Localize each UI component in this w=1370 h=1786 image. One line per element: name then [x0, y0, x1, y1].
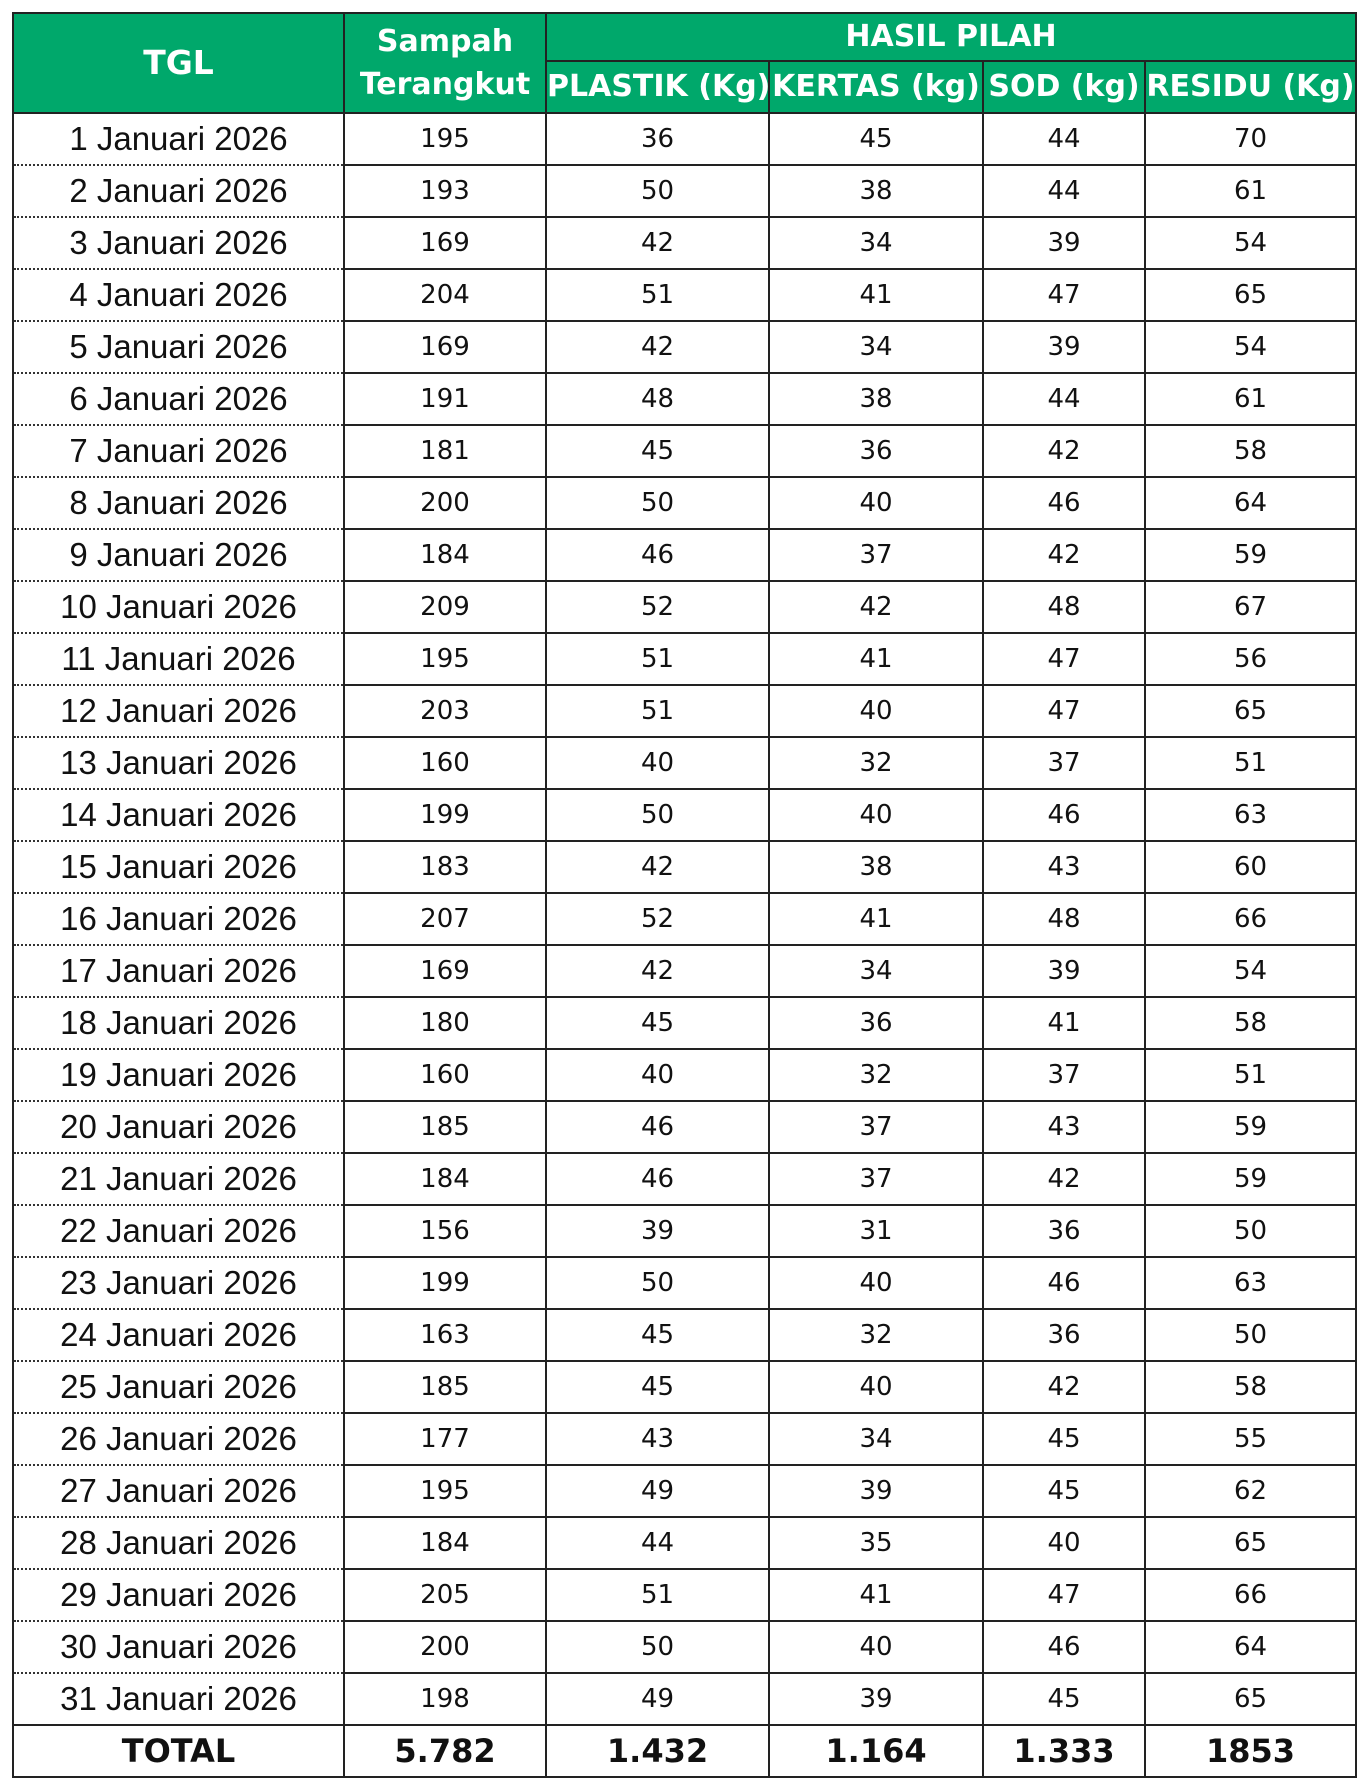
cell-residu: 58 — [1145, 997, 1356, 1049]
header-kertas: KERTAS (kg) — [769, 61, 983, 113]
cell-sampah: 209 — [344, 581, 546, 633]
cell-sod: 37 — [983, 1049, 1145, 1101]
waste-sorting-table — [12, 12, 1357, 1778]
cell-tgl: 14 Januari 2026 — [13, 789, 344, 841]
cell-plastik: 52 — [546, 581, 769, 633]
table-row — [13, 1673, 1356, 1725]
cell-plastik: 45 — [546, 997, 769, 1049]
table-row — [13, 1257, 1356, 1309]
cell-tgl: 1 Januari 2026 — [13, 113, 344, 165]
cell-sampah: 193 — [344, 165, 546, 217]
table-row — [13, 425, 1356, 477]
table-row — [13, 1569, 1356, 1621]
cell-sod: 37 — [983, 737, 1145, 789]
cell-residu: 60 — [1145, 841, 1356, 893]
cell-sod: 41 — [983, 997, 1145, 1049]
cell-residu: 55 — [1145, 1413, 1356, 1465]
cell-kertas: 34 — [769, 1413, 983, 1465]
table-row — [13, 529, 1356, 581]
table-row — [13, 1361, 1356, 1413]
total-label: TOTAL — [13, 1725, 344, 1777]
cell-plastik: 40 — [546, 737, 769, 789]
cell-sod: 42 — [983, 425, 1145, 477]
cell-kertas: 34 — [769, 217, 983, 269]
cell-sod: 44 — [983, 373, 1145, 425]
table-row — [13, 1205, 1356, 1257]
header-tgl: TGL — [13, 13, 344, 113]
table-row — [13, 477, 1356, 529]
cell-tgl: 24 Januari 2026 — [13, 1309, 344, 1361]
cell-sampah: 163 — [344, 1309, 546, 1361]
total-sod: 1.333 — [983, 1725, 1145, 1777]
cell-sampah: 184 — [344, 1153, 546, 1205]
cell-plastik: 50 — [546, 477, 769, 529]
cell-residu: 59 — [1145, 1153, 1356, 1205]
cell-plastik: 49 — [546, 1465, 769, 1517]
cell-kertas: 32 — [769, 1049, 983, 1101]
cell-residu: 62 — [1145, 1465, 1356, 1517]
table-row — [13, 373, 1356, 425]
cell-residu: 58 — [1145, 1361, 1356, 1413]
cell-residu: 65 — [1145, 685, 1356, 737]
cell-sod: 39 — [983, 217, 1145, 269]
cell-plastik: 50 — [546, 1621, 769, 1673]
cell-residu: 61 — [1145, 165, 1356, 217]
cell-tgl: 12 Januari 2026 — [13, 685, 344, 737]
cell-residu: 54 — [1145, 321, 1356, 373]
cell-kertas: 41 — [769, 269, 983, 321]
cell-plastik: 36 — [546, 113, 769, 165]
cell-residu: 66 — [1145, 1569, 1356, 1621]
header-plastik: PLASTIK (Kg) — [546, 61, 769, 113]
table-row — [13, 1153, 1356, 1205]
cell-tgl: 20 Januari 2026 — [13, 1101, 344, 1153]
cell-residu: 54 — [1145, 945, 1356, 997]
cell-sampah: 207 — [344, 893, 546, 945]
cell-kertas: 45 — [769, 113, 983, 165]
cell-sod: 40 — [983, 1517, 1145, 1569]
cell-tgl: 29 Januari 2026 — [13, 1569, 344, 1621]
total-row — [13, 1725, 1356, 1777]
cell-sod: 47 — [983, 1569, 1145, 1621]
cell-plastik: 46 — [546, 1101, 769, 1153]
cell-plastik: 39 — [546, 1205, 769, 1257]
table-row — [13, 1465, 1356, 1517]
cell-sod: 48 — [983, 893, 1145, 945]
cell-tgl: 5 Januari 2026 — [13, 321, 344, 373]
cell-plastik: 46 — [546, 1153, 769, 1205]
table-row — [13, 1621, 1356, 1673]
cell-plastik: 42 — [546, 841, 769, 893]
cell-sampah: 180 — [344, 997, 546, 1049]
cell-plastik: 44 — [546, 1517, 769, 1569]
total-residu: 1853 — [1145, 1725, 1356, 1777]
cell-plastik: 48 — [546, 373, 769, 425]
cell-plastik: 50 — [546, 165, 769, 217]
cell-kertas: 35 — [769, 1517, 983, 1569]
cell-sod: 47 — [983, 633, 1145, 685]
cell-kertas: 40 — [769, 789, 983, 841]
table-body — [13, 113, 1356, 1725]
cell-kertas: 37 — [769, 1101, 983, 1153]
cell-kertas: 31 — [769, 1205, 983, 1257]
header-sod: SOD (kg) — [983, 61, 1145, 113]
header-sampah-terangkut — [344, 13, 546, 113]
cell-tgl: 15 Januari 2026 — [13, 841, 344, 893]
cell-residu: 64 — [1145, 477, 1356, 529]
cell-plastik: 43 — [546, 1413, 769, 1465]
cell-tgl: 8 Januari 2026 — [13, 477, 344, 529]
cell-sampah: 198 — [344, 1673, 546, 1725]
cell-residu: 50 — [1145, 1205, 1356, 1257]
cell-plastik: 45 — [546, 425, 769, 477]
cell-plastik: 52 — [546, 893, 769, 945]
cell-plastik: 51 — [546, 685, 769, 737]
cell-tgl: 11 Januari 2026 — [13, 633, 344, 685]
cell-sampah: 200 — [344, 477, 546, 529]
table-row — [13, 1049, 1356, 1101]
table-row — [13, 581, 1356, 633]
cell-tgl: 6 Januari 2026 — [13, 373, 344, 425]
total-plastik: 1.432 — [546, 1725, 769, 1777]
cell-plastik: 51 — [546, 269, 769, 321]
cell-kertas: 40 — [769, 1361, 983, 1413]
cell-kertas: 37 — [769, 1153, 983, 1205]
cell-kertas: 41 — [769, 633, 983, 685]
table-row — [13, 789, 1356, 841]
cell-plastik: 42 — [546, 217, 769, 269]
header-residu: RESIDU (Kg) — [1145, 61, 1356, 113]
cell-tgl: 31 Januari 2026 — [13, 1673, 344, 1725]
cell-kertas: 38 — [769, 373, 983, 425]
cell-kertas: 41 — [769, 893, 983, 945]
cell-sod: 47 — [983, 269, 1145, 321]
cell-sod: 45 — [983, 1465, 1145, 1517]
cell-residu: 58 — [1145, 425, 1356, 477]
cell-sod: 42 — [983, 1153, 1145, 1205]
cell-residu: 67 — [1145, 581, 1356, 633]
cell-kertas: 41 — [769, 1569, 983, 1621]
cell-sod: 44 — [983, 165, 1145, 217]
table-row — [13, 997, 1356, 1049]
cell-sod: 43 — [983, 1101, 1145, 1153]
table-row — [13, 1413, 1356, 1465]
cell-residu: 65 — [1145, 1517, 1356, 1569]
header-hasil-pilah: HASIL PILAH — [546, 13, 1356, 61]
table-row — [13, 217, 1356, 269]
cell-tgl: 30 Januari 2026 — [13, 1621, 344, 1673]
cell-residu: 59 — [1145, 529, 1356, 581]
cell-plastik: 46 — [546, 529, 769, 581]
cell-residu: 66 — [1145, 893, 1356, 945]
cell-sod: 44 — [983, 113, 1145, 165]
table-row — [13, 737, 1356, 789]
cell-residu: 61 — [1145, 373, 1356, 425]
cell-plastik: 45 — [546, 1361, 769, 1413]
cell-plastik: 51 — [546, 633, 769, 685]
cell-plastik: 42 — [546, 321, 769, 373]
cell-sod: 48 — [983, 581, 1145, 633]
header-sampah-line1: Sampah — [376, 23, 514, 59]
cell-sampah: 169 — [344, 217, 546, 269]
table-row — [13, 893, 1356, 945]
cell-kertas: 40 — [769, 685, 983, 737]
table-row — [13, 269, 1356, 321]
cell-sampah: 185 — [344, 1361, 546, 1413]
cell-tgl: 17 Januari 2026 — [13, 945, 344, 997]
cell-sampah: 160 — [344, 1049, 546, 1101]
cell-sod: 39 — [983, 945, 1145, 997]
cell-sod: 46 — [983, 789, 1145, 841]
cell-residu: 64 — [1145, 1621, 1356, 1673]
cell-sod: 46 — [983, 477, 1145, 529]
cell-sampah: 184 — [344, 1517, 546, 1569]
table-row — [13, 113, 1356, 165]
cell-tgl: 16 Januari 2026 — [13, 893, 344, 945]
cell-tgl: 7 Januari 2026 — [13, 425, 344, 477]
cell-plastik: 51 — [546, 1569, 769, 1621]
table-row — [13, 841, 1356, 893]
cell-kertas: 42 — [769, 581, 983, 633]
cell-kertas: 38 — [769, 165, 983, 217]
cell-sampah: 199 — [344, 1257, 546, 1309]
cell-sod: 45 — [983, 1413, 1145, 1465]
table-row — [13, 165, 1356, 217]
cell-tgl: 25 Januari 2026 — [13, 1361, 344, 1413]
cell-plastik: 50 — [546, 1257, 769, 1309]
cell-plastik: 40 — [546, 1049, 769, 1101]
table-row — [13, 945, 1356, 997]
cell-tgl: 21 Januari 2026 — [13, 1153, 344, 1205]
cell-sod: 45 — [983, 1673, 1145, 1725]
cell-tgl: 2 Januari 2026 — [13, 165, 344, 217]
cell-sod: 36 — [983, 1205, 1145, 1257]
cell-plastik: 49 — [546, 1673, 769, 1725]
cell-sampah: 160 — [344, 737, 546, 789]
cell-tgl: 13 Januari 2026 — [13, 737, 344, 789]
cell-tgl: 3 Januari 2026 — [13, 217, 344, 269]
cell-sod: 39 — [983, 321, 1145, 373]
cell-sod: 46 — [983, 1257, 1145, 1309]
cell-tgl: 10 Januari 2026 — [13, 581, 344, 633]
cell-kertas: 39 — [769, 1673, 983, 1725]
cell-sampah: 199 — [344, 789, 546, 841]
cell-plastik: 42 — [546, 945, 769, 997]
cell-sampah: 195 — [344, 633, 546, 685]
cell-tgl: 22 Januari 2026 — [13, 1205, 344, 1257]
header-sampah-line2: Terangkut — [359, 67, 531, 102]
cell-kertas: 32 — [769, 1309, 983, 1361]
cell-tgl: 28 Januari 2026 — [13, 1517, 344, 1569]
cell-kertas: 36 — [769, 997, 983, 1049]
table-row — [13, 1309, 1356, 1361]
cell-sod: 43 — [983, 841, 1145, 893]
cell-kertas: 36 — [769, 425, 983, 477]
cell-sampah: 183 — [344, 841, 546, 893]
cell-residu: 50 — [1145, 1309, 1356, 1361]
cell-sampah: 195 — [344, 1465, 546, 1517]
table-row — [13, 633, 1356, 685]
cell-sampah: 169 — [344, 945, 546, 997]
cell-residu: 54 — [1145, 217, 1356, 269]
cell-sampah: 184 — [344, 529, 546, 581]
cell-sod: 42 — [983, 529, 1145, 581]
cell-kertas: 34 — [769, 321, 983, 373]
cell-residu: 59 — [1145, 1101, 1356, 1153]
cell-tgl: 26 Januari 2026 — [13, 1413, 344, 1465]
cell-sampah: 169 — [344, 321, 546, 373]
cell-sampah: 177 — [344, 1413, 546, 1465]
cell-residu: 63 — [1145, 1257, 1356, 1309]
cell-plastik: 50 — [546, 789, 769, 841]
cell-kertas: 34 — [769, 945, 983, 997]
cell-tgl: 9 Januari 2026 — [13, 529, 344, 581]
cell-residu: 65 — [1145, 269, 1356, 321]
cell-sampah: 204 — [344, 269, 546, 321]
table-row — [13, 321, 1356, 373]
cell-residu: 51 — [1145, 1049, 1356, 1101]
cell-sampah: 203 — [344, 685, 546, 737]
cell-residu: 51 — [1145, 737, 1356, 789]
cell-sampah: 185 — [344, 1101, 546, 1153]
cell-kertas: 37 — [769, 529, 983, 581]
cell-tgl: 4 Januari 2026 — [13, 269, 344, 321]
cell-tgl: 19 Januari 2026 — [13, 1049, 344, 1101]
cell-sampah: 191 — [344, 373, 546, 425]
total-sampah: 5.782 — [344, 1725, 546, 1777]
cell-kertas: 40 — [769, 477, 983, 529]
cell-kertas: 40 — [769, 1257, 983, 1309]
cell-kertas: 40 — [769, 1621, 983, 1673]
cell-sampah: 156 — [344, 1205, 546, 1257]
table-row — [13, 1517, 1356, 1569]
cell-residu: 56 — [1145, 633, 1356, 685]
cell-sod: 42 — [983, 1361, 1145, 1413]
cell-sod: 46 — [983, 1621, 1145, 1673]
table-row — [13, 1101, 1356, 1153]
cell-sampah: 200 — [344, 1621, 546, 1673]
cell-tgl: 27 Januari 2026 — [13, 1465, 344, 1517]
total-kertas: 1.164 — [769, 1725, 983, 1777]
cell-sod: 47 — [983, 685, 1145, 737]
cell-tgl: 18 Januari 2026 — [13, 997, 344, 1049]
cell-sampah: 195 — [344, 113, 546, 165]
cell-kertas: 38 — [769, 841, 983, 893]
table-row — [13, 685, 1356, 737]
cell-residu: 65 — [1145, 1673, 1356, 1725]
cell-tgl: 23 Januari 2026 — [13, 1257, 344, 1309]
cell-sod: 36 — [983, 1309, 1145, 1361]
cell-residu: 70 — [1145, 113, 1356, 165]
cell-sampah: 205 — [344, 1569, 546, 1621]
cell-kertas: 39 — [769, 1465, 983, 1517]
cell-residu: 63 — [1145, 789, 1356, 841]
cell-kertas: 32 — [769, 737, 983, 789]
cell-sampah: 181 — [344, 425, 546, 477]
cell-plastik: 45 — [546, 1309, 769, 1361]
